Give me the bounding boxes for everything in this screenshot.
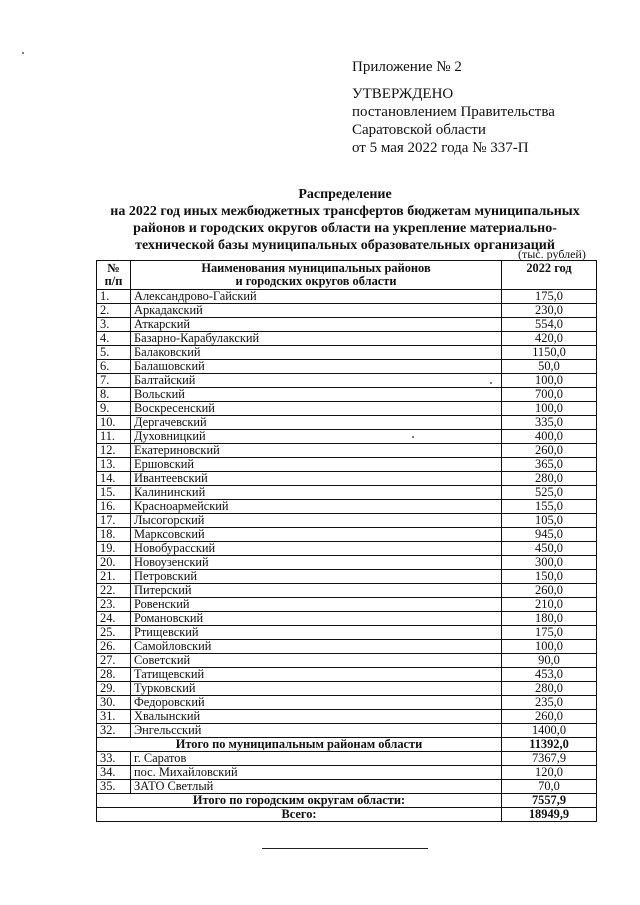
- row-value: 450,0: [502, 542, 597, 556]
- districts-total-row-value: 11392,0: [502, 738, 597, 752]
- row-name: Екатериновский: [131, 444, 502, 458]
- header-name: [131, 261, 502, 290]
- scan-speck: [22, 52, 24, 54]
- row-value: 100,0: [502, 402, 597, 416]
- row-number: 18.: [97, 528, 131, 542]
- table-row: [97, 542, 597, 556]
- row-name: Базарно-Карабулакский: [131, 332, 502, 346]
- row-value: 335,0: [502, 416, 597, 430]
- row-name: Энгельсский: [131, 724, 502, 738]
- row-value: 175,0: [502, 626, 597, 640]
- table-row: [97, 486, 597, 500]
- row-name: Самойловский: [131, 640, 502, 654]
- cities-total-row-label: Итого по городским округам области:: [97, 794, 502, 808]
- row-number: 5.: [97, 346, 131, 360]
- row-value: 180,0: [502, 612, 597, 626]
- row-number: 17.: [97, 514, 131, 528]
- title-line-3: технической базы муниципальных образовательных организаций: [135, 238, 555, 253]
- row-name: Хвалынский: [131, 710, 502, 724]
- table-row: [97, 556, 597, 570]
- row-number: 32.: [97, 724, 131, 738]
- distribution-table: [96, 260, 597, 822]
- table-row: [97, 528, 597, 542]
- row-value: 50,0: [502, 360, 597, 374]
- row-name: Марксовский: [131, 528, 502, 542]
- row-name: Лысогорский: [131, 514, 502, 528]
- unit-label: (тыс. рублей): [518, 247, 586, 261]
- header-number-line-2: п/п: [104, 274, 123, 288]
- row-value: 150,0: [502, 570, 597, 584]
- table-row: [97, 710, 597, 724]
- table-row: [97, 318, 597, 332]
- title-heading: Распределение: [298, 187, 392, 202]
- table-row: [97, 612, 597, 626]
- row-number: 8.: [97, 388, 131, 402]
- row-value: 100,0: [502, 374, 597, 388]
- row-value: 453,0: [502, 668, 597, 682]
- row-number: 22.: [97, 584, 131, 598]
- row-number: 16.: [97, 500, 131, 514]
- row-number: 33.: [97, 752, 131, 766]
- appendix-label: Приложение № 2: [352, 59, 462, 75]
- table-row: [97, 752, 597, 766]
- row-name: Красноармейский: [131, 500, 502, 514]
- approved-stamp-text: УТВЕРЖДЕНО: [352, 86, 454, 102]
- table-header-row: [97, 261, 597, 290]
- row-value: 70,0: [502, 780, 597, 794]
- row-name: Новоузенский: [131, 556, 502, 570]
- table-row: [97, 416, 597, 430]
- cities-total-row-value: 7557,9: [502, 794, 597, 808]
- approval-line-2: Саратовской области: [352, 122, 486, 138]
- row-value: 175,0: [502, 290, 597, 304]
- row-number: 23.: [97, 598, 131, 612]
- row-name: Ивантеевский: [131, 472, 502, 486]
- row-number: 15.: [97, 486, 131, 500]
- table-row: [97, 346, 597, 360]
- row-number: 20.: [97, 556, 131, 570]
- row-number: 10.: [97, 416, 131, 430]
- table-row: [97, 668, 597, 682]
- table-row: [97, 766, 597, 780]
- row-name: Турковский: [131, 682, 502, 696]
- table-row: [97, 290, 597, 304]
- table-row: [97, 360, 597, 374]
- approval-line-3: от 5 мая 2022 года № 337-П: [352, 140, 529, 156]
- bottom-divider: [262, 848, 428, 849]
- row-value: 1400,0: [502, 724, 597, 738]
- row-value: 90,0: [502, 654, 597, 668]
- row-number: 31.: [97, 710, 131, 724]
- table-row: [97, 500, 597, 514]
- table-body: [97, 290, 597, 822]
- table-row: [97, 514, 597, 528]
- cities-total-row: [97, 794, 597, 808]
- row-name: Балашовский: [131, 360, 502, 374]
- row-value: 700,0: [502, 388, 597, 402]
- table-row: [97, 374, 597, 388]
- row-name: Федоровский: [131, 696, 502, 710]
- row-value: 105,0: [502, 514, 597, 528]
- table-row: [97, 724, 597, 738]
- row-name: Духовницкий: [131, 430, 502, 444]
- row-value: 280,0: [502, 472, 597, 486]
- header-name-line-1: Наименования муниципальных районов: [201, 261, 431, 275]
- table-row: [97, 584, 597, 598]
- row-number: 12.: [97, 444, 131, 458]
- row-value: 260,0: [502, 710, 597, 724]
- table-row: [97, 780, 597, 794]
- row-value: 525,0: [502, 486, 597, 500]
- row-number: 24.: [97, 612, 131, 626]
- row-value: 945,0: [502, 528, 597, 542]
- row-value: 235,0: [502, 696, 597, 710]
- row-name: Балтайский: [131, 374, 502, 388]
- row-name: Ртищевский: [131, 626, 502, 640]
- row-value: 300,0: [502, 556, 597, 570]
- row-number: 3.: [97, 318, 131, 332]
- row-value: 100,0: [502, 640, 597, 654]
- row-value: 155,0: [502, 500, 597, 514]
- row-number: 19.: [97, 542, 131, 556]
- row-number: 29.: [97, 682, 131, 696]
- row-value: 120,0: [502, 766, 597, 780]
- row-name: Татищевский: [131, 668, 502, 682]
- row-number: 13.: [97, 458, 131, 472]
- row-number: 27.: [97, 654, 131, 668]
- grand-total-row-value: 18949,9: [502, 808, 597, 822]
- table-row: [97, 444, 597, 458]
- row-number: 35.: [97, 780, 131, 794]
- row-number: 4.: [97, 332, 131, 346]
- row-number: 25.: [97, 626, 131, 640]
- row-number: 14.: [97, 472, 131, 486]
- row-value: 210,0: [502, 598, 597, 612]
- row-name: Ершовский: [131, 458, 502, 472]
- table-row: [97, 640, 597, 654]
- row-name: пос. Михайловский: [131, 766, 502, 780]
- table-row: [97, 402, 597, 416]
- row-name: Аркадакский: [131, 304, 502, 318]
- row-value: 280,0: [502, 682, 597, 696]
- table-row: [97, 654, 597, 668]
- approval-block: [352, 58, 555, 157]
- row-number: 6.: [97, 360, 131, 374]
- row-name: Вольский: [131, 388, 502, 402]
- table-row: [97, 598, 597, 612]
- row-name: Романовский: [131, 612, 502, 626]
- grand-total-row: [97, 808, 597, 822]
- row-value: 260,0: [502, 584, 597, 598]
- row-number: 2.: [97, 304, 131, 318]
- row-name: Дергачевский: [131, 416, 502, 430]
- row-name: ЗАТО Светлый: [131, 780, 502, 794]
- row-name: Балаковский: [131, 346, 502, 360]
- row-value: 230,0: [502, 304, 597, 318]
- row-name: Ровенский: [131, 598, 502, 612]
- table-row: [97, 570, 597, 584]
- row-name: Петровский: [131, 570, 502, 584]
- row-name: Аткарский: [131, 318, 502, 332]
- table-row: [97, 458, 597, 472]
- title-line-1: на 2022 год иных межбюджетных трансфертов бюджетам муниципальных: [110, 204, 580, 219]
- row-name: Калининский: [131, 486, 502, 500]
- row-number: 26.: [97, 640, 131, 654]
- table-row: [97, 626, 597, 640]
- title-line-2: районов и городских округов области на укрепление материально-: [133, 221, 557, 236]
- table-row: [97, 430, 597, 444]
- row-value: 1150,0: [502, 346, 597, 360]
- row-name: Воскресенский: [131, 402, 502, 416]
- table-row: [97, 696, 597, 710]
- table-row: [97, 388, 597, 402]
- document-title: [92, 186, 598, 254]
- row-name: Питерский: [131, 584, 502, 598]
- header-number-line-1: №: [107, 261, 120, 275]
- row-number: 30.: [97, 696, 131, 710]
- table-row: [97, 332, 597, 346]
- row-name: г. Саратов: [131, 752, 502, 766]
- row-name: Советский: [131, 654, 502, 668]
- row-number: 7.: [97, 374, 131, 388]
- row-value: 400,0: [502, 430, 597, 444]
- row-number: 11.: [97, 430, 131, 444]
- table-row: [97, 304, 597, 318]
- approval-line-1: постановлением Правительства: [352, 104, 555, 120]
- districts-total-row: [97, 738, 597, 752]
- row-name: Новобурасский: [131, 542, 502, 556]
- header-name-line-2: и городских округов области: [235, 274, 397, 288]
- table-row: [97, 472, 597, 486]
- row-number: 34.: [97, 766, 131, 780]
- row-value: 260,0: [502, 444, 597, 458]
- row-number: 28.: [97, 668, 131, 682]
- header-number: [97, 261, 131, 290]
- row-number: 1.: [97, 290, 131, 304]
- districts-total-row-label: Итого по муниципальным районам области: [97, 738, 502, 752]
- row-value: 554,0: [502, 318, 597, 332]
- row-name: Александрово-Гайский: [131, 290, 502, 304]
- header-year: 2022 год: [502, 261, 597, 290]
- row-value: 420,0: [502, 332, 597, 346]
- table-row: [97, 682, 597, 696]
- row-number: 9.: [97, 402, 131, 416]
- row-value: 365,0: [502, 458, 597, 472]
- grand-total-row-label: Всего:: [97, 808, 502, 822]
- row-number: 21.: [97, 570, 131, 584]
- row-value: 7367,9: [502, 752, 597, 766]
